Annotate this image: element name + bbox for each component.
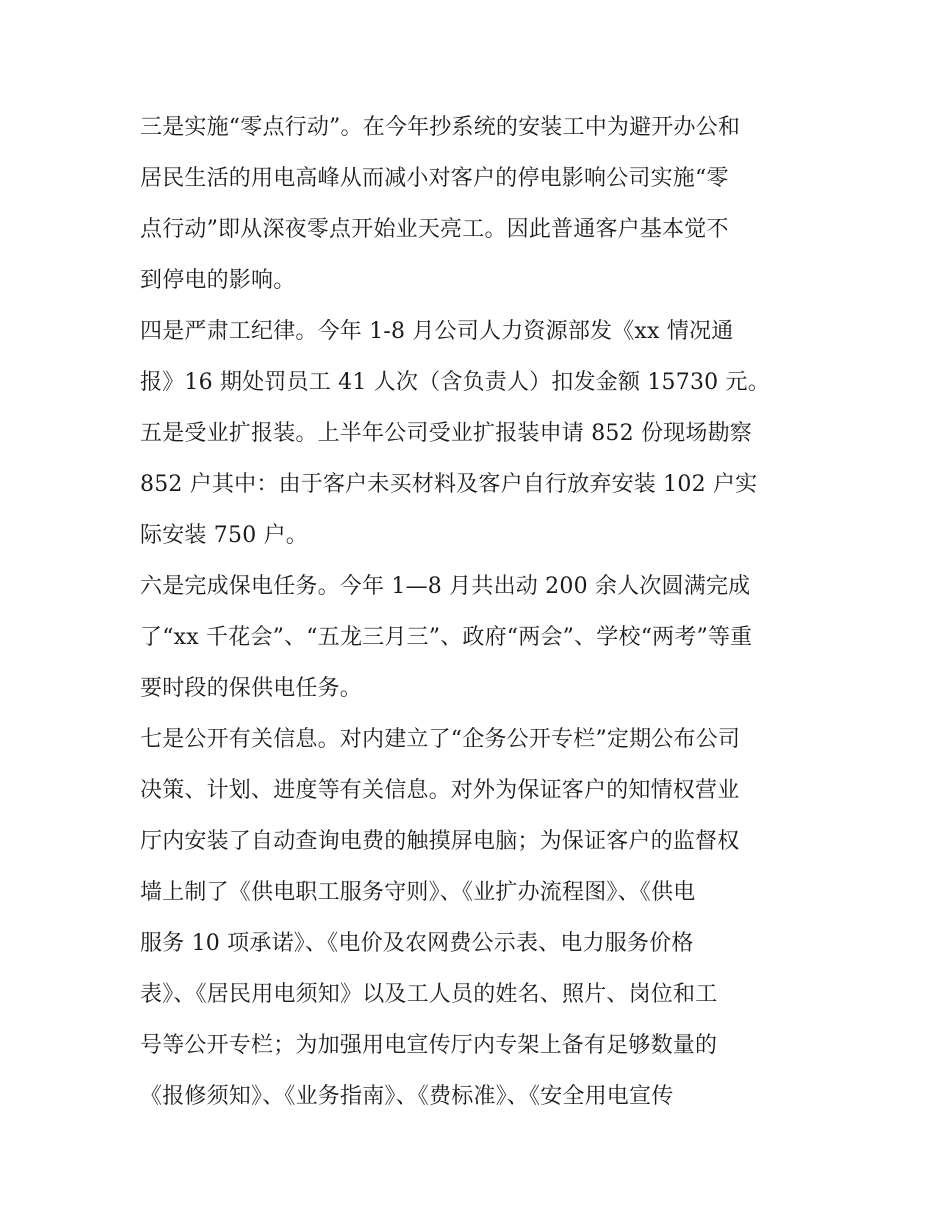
text-line: 表》、《居民用电须知》以及工人员的姓名、照片、岗位和工 (140, 982, 718, 1007)
text-line: 了“xx 千花会”、“五龙三月三”、政府“两会”、学校“两考”等重 (140, 625, 753, 650)
text-line: 到停电的影响。 (140, 268, 296, 293)
text-line: 点行动”即从深夜零点开始业天亮工。因此普通客户基本觉不 (140, 217, 729, 242)
text-line: 要时段的保供电任务。 (140, 676, 363, 701)
text-line: 七是公开有关信息。对内建立了“企务公开专栏”定期公布公司 (140, 727, 741, 752)
text-line: 《报修须知》、《业务指南》、《费标准》、《安全用电宣传 (140, 1084, 674, 1109)
text-line: 852 户其中：由于客户未买材料及客户自行放弃安装 102 户实 (140, 472, 758, 497)
text-line: 厅内安装了自动查询电费的触摸屏电脑；为保证客户的监督权 (140, 829, 740, 854)
text-line: 四是严肃工纪律。今年 1-8 月公司人力资源部发《xx 情况通 (140, 319, 734, 344)
text-line: 墙上制了《供电职工服务守则》、《业扩办流程图》、《供电 (140, 880, 696, 905)
text-line: 五是受业扩报装。上半年公司受业扩报装申请 852 份现场勘察 (140, 421, 752, 446)
text-line: 报》16 期处罚员工 41 人次（含负责人）扣发金额 15730 元。 (140, 370, 770, 395)
text-line: 决策、计划、进度等有关信息。对外为保证客户的知情权营业 (140, 778, 740, 803)
text-line: 号等公开专栏；为加强用电宣传厅内专架上备有足够数量的 (140, 1033, 718, 1058)
text-line: 服务 10 项承诺》、《电价及农网费公示表、电力服务价格 (140, 931, 694, 956)
text-line: 际安装 750 户。 (140, 523, 308, 548)
text-line: 三是实施“零点行动”。在今年抄系统的安装工中为避开办公和 (140, 115, 741, 140)
text-line: 居民生活的用电高峰从而减小对客户的停电影响公司实施“零 (140, 166, 729, 191)
text-line: 六是完成保电任务。今年 1—8 月共出动 200 余人次圆满完成 (140, 574, 751, 599)
